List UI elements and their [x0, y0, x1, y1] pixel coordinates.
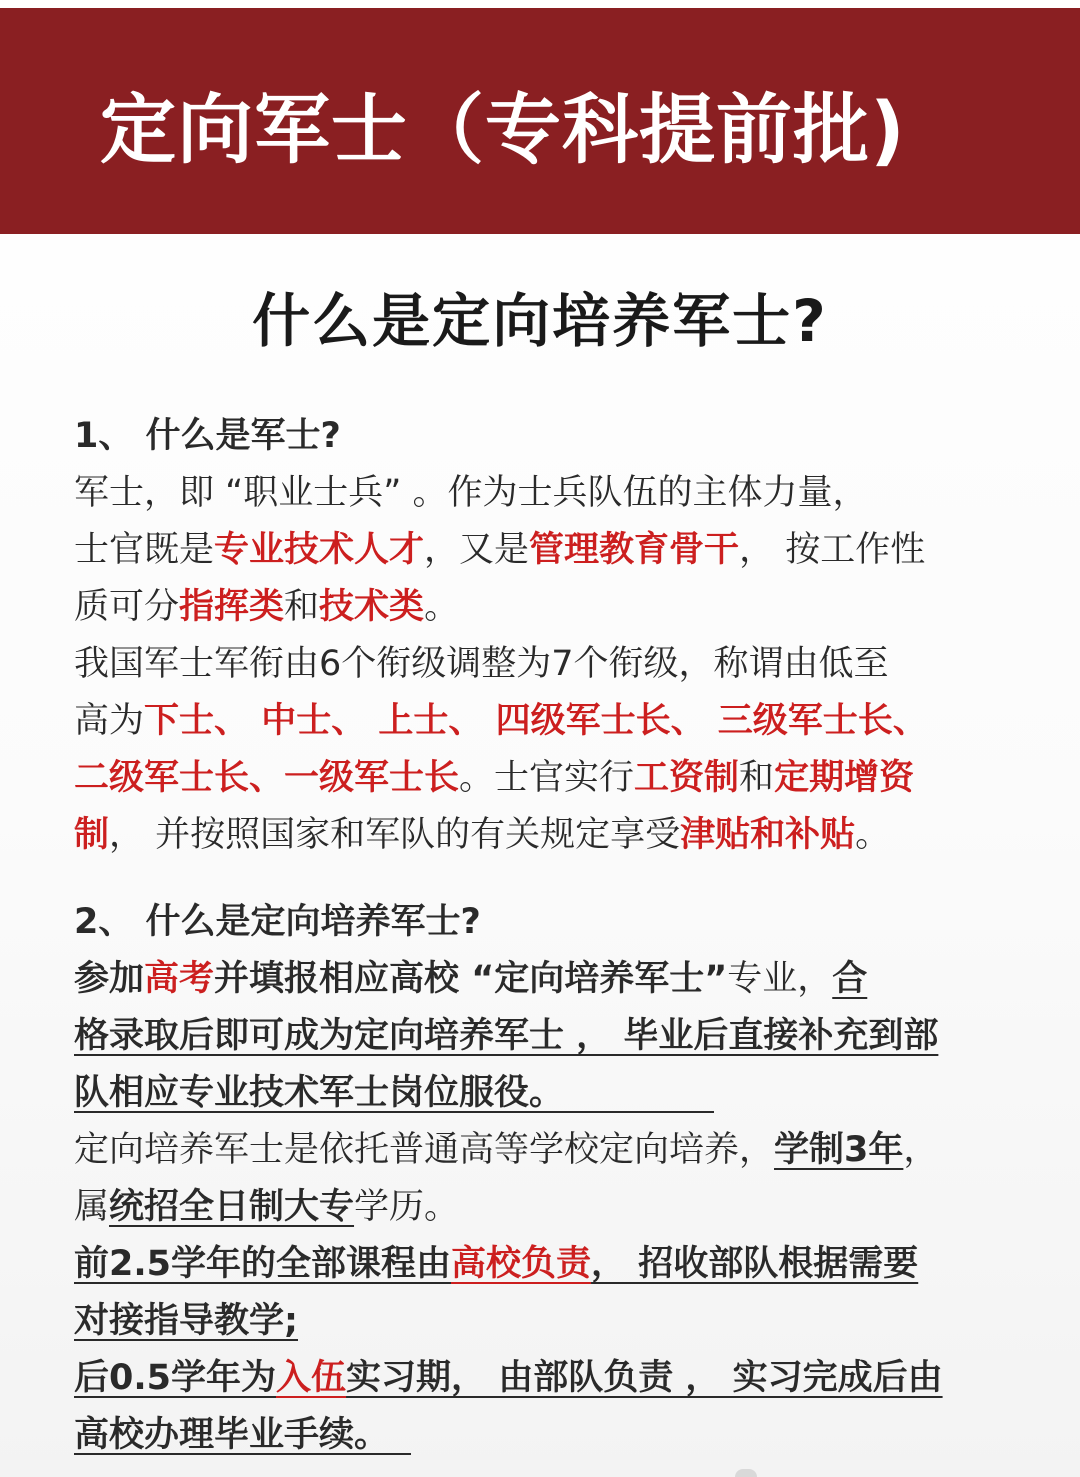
- section-gap: [74, 864, 1034, 894]
- section2-heading: 2、 什么是定向培养军士?: [74, 902, 481, 942]
- underlined-span: 后0.5学年为: [74, 1358, 277, 1398]
- underlined-span: 格录取后即可成为定向培养军士 ， 毕业后直接补充到部: [74, 1016, 939, 1056]
- text-span: 参加: [74, 959, 145, 999]
- section1-line-7: [74, 807, 1034, 864]
- section2-line-1: [74, 951, 1034, 1008]
- underlined-span: 队相应专业技术军士岗位服役。: [74, 1073, 565, 1113]
- text-span: 并填报相应高校 “定向培养军士”: [214, 959, 728, 999]
- page-title: 什么是定向培养军士?: [252, 287, 828, 355]
- highlight-span: 入伍: [276, 1358, 347, 1398]
- text-span: 高为: [74, 701, 145, 741]
- text-span: ，: [903, 1130, 939, 1170]
- section1-heading: 1、 什么是军士?: [74, 416, 341, 456]
- text-span: ， 并按照国家和军队的有关规定享受: [109, 815, 681, 855]
- page-indicator-dot: [735, 1469, 757, 1477]
- text-span: 。: [855, 815, 891, 855]
- section2-line-4: [74, 1122, 1034, 1179]
- section2-line-6: [74, 1236, 1034, 1293]
- section1-line-2: [74, 522, 1034, 579]
- section2-line-5: [74, 1179, 1034, 1236]
- underlined-span: 对接指导教学;: [74, 1301, 298, 1341]
- underlined-span: 合: [832, 959, 868, 999]
- text-span: 士官既是: [74, 530, 215, 570]
- banner-title: 定向军士（专科提前批): [100, 85, 906, 174]
- text-span: 属: [74, 1187, 110, 1227]
- text-span: 学历。: [354, 1187, 460, 1227]
- text-span: ，又是: [424, 530, 530, 570]
- section1-line-5: [74, 693, 1034, 750]
- section1-line-1: 军士，即 “职业士兵” 。作为士兵队伍的主体力量，: [74, 473, 868, 513]
- section2-line-2: [74, 1008, 1034, 1065]
- section1-line-4: 我国军士军衔由6个衔级调整为7个衔级，称谓由低至: [74, 644, 889, 684]
- highlight-span: 津贴和补贴: [680, 815, 856, 855]
- underlined-span: 统招全日制大专: [109, 1187, 355, 1227]
- rank-list-highlight: 二级军士长、一级军士长: [74, 758, 460, 798]
- underlined-span: 实习期， 由部队负责 ， 实习完成后由: [346, 1358, 943, 1398]
- highlight-span: 工资制: [634, 758, 740, 798]
- underline-extension: [564, 1111, 714, 1113]
- underlined-span: 学制3年: [774, 1130, 904, 1170]
- text-span: 定向培养军士是依托普通高等学校定向培养，: [74, 1130, 775, 1170]
- text-span: 。: [424, 587, 460, 627]
- section2-line-3: [74, 1065, 1034, 1122]
- text-span: 专业，: [727, 959, 833, 999]
- underlined-span: 高校办理毕业手续。: [74, 1415, 390, 1455]
- text-span: 和: [284, 587, 320, 627]
- section2-line-9: [74, 1407, 1034, 1464]
- rank-list-highlight: 下士、 中士、 上士、 四级军士长、 三级军士长、: [144, 701, 928, 741]
- underlined-span: 前2.5学年的全部课程由: [74, 1244, 452, 1284]
- article-body: [74, 408, 1034, 1464]
- text-span: 和: [739, 758, 775, 798]
- title-banner: [0, 8, 1080, 234]
- section1-line-3: [74, 579, 1034, 636]
- highlight-span: 技术类: [319, 587, 425, 627]
- text-span: 质可分: [74, 587, 180, 627]
- section2-line-8: [74, 1350, 1034, 1407]
- underlined-span: ， 招收部队根据需要: [591, 1244, 919, 1284]
- highlight-span: 定期增资: [774, 758, 915, 798]
- highlight-span: 管理教育骨干: [529, 530, 740, 570]
- section1-line-6: [74, 750, 1034, 807]
- highlight-span: 制: [74, 815, 110, 855]
- highlight-span: 高校负责: [451, 1244, 592, 1284]
- text-span: ， 按工作性: [739, 530, 926, 570]
- text-span: 。士官实行: [459, 758, 635, 798]
- highlight-span: 专业技术人才: [214, 530, 425, 570]
- highlight-span: 高考: [144, 959, 215, 999]
- highlight-span: 指挥类: [179, 587, 285, 627]
- underline-extension: [389, 1453, 411, 1455]
- section2-line-7: [74, 1293, 1034, 1350]
